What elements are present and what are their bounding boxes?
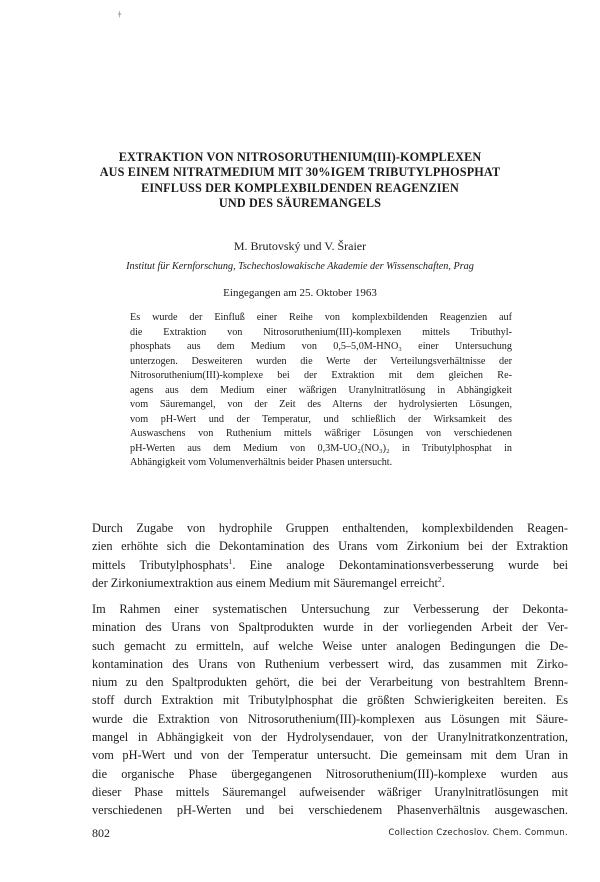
abstract-line: Es wurde der Einfluß einer Reihe von komplexbildenden Reagenzien auf (130, 312, 512, 323)
journal-name: Collection Czechoslov. Chem. Commun. (388, 828, 568, 838)
paragraph-line: Im Rahmen einer systematischen Untersuchung zur Verbesserung der Dekonta- (92, 602, 568, 616)
paragraph-1 (92, 519, 568, 592)
abstract-line: pH-Werten aus dem Medium von 0,3M-UO₂(NO₃)₂ in Tributylphosphat in (130, 442, 512, 454)
title-line: AUS EINEM NITRATMEDIUM MIT 30%IGEM TRIBUTYLPHOSPHAT (99, 165, 501, 180)
paragraph-line: mangel in Abhängigkeit von der Hydrolysendauer, von der Uranylnitratkonzentration, (92, 730, 568, 745)
paragraph-line: mination des Urans von Spaltprodukten wurde in der vorliegenden Arbeit der Ver- (92, 620, 568, 635)
page-number: 802 (92, 826, 110, 840)
paragraph-line (92, 574, 568, 592)
paragraph-line: die organische Phase übergegangenen Nitrosoruthenium(III)-komplexe wurden aus (92, 766, 568, 781)
abstract-line: Auswaschens von Ruthenium mittels wäßriger Lösungen von verschiedenen (130, 428, 512, 439)
paragraph-line: kontamination des Urans von Ruthenium verbessert wird, das zusammen mit Zirko- (92, 656, 568, 671)
line-text: . Eine analoge Dekontaminationsverbesserung wurde bei (232, 557, 568, 572)
line-text: . (441, 575, 445, 590)
affiliation: Institut für Kernforschung, Tschechoslowakische Akademie der Wissenschaften, Prag (126, 261, 474, 272)
paragraph-line: nium zu den Spaltprodukten gehört, die bei der Verarbeitung von bestrahltem Brenn- (92, 675, 568, 690)
abstract (130, 311, 512, 471)
abstract-line: Nitrosoruthenium(III)-komplexe bei der Extraktion mit dem gleichen Re- (130, 370, 512, 381)
paragraph-line: Durch Zugabe von hydrophile Gruppen enthaltenden, komplexbildenden Reagen- (92, 521, 568, 535)
footnote-ref-1[interactable]: 1 (228, 556, 233, 566)
corner-mark: ǂ (118, 10, 122, 18)
title-line: UND DES SÄUREMANGELS (218, 196, 382, 211)
title-line: EINFLUSS DER KOMPLEXBILDENDEN REAGENZIEN (141, 180, 459, 195)
abstract-line: phosphats aus dem Medium von 0,5–5,0M-HNO₃ einer Untersuchung (130, 341, 512, 352)
paragraph-line: dieser Phase mittels Säuremangel aufweisender wäßriger Uranylnitratlösungen mit (92, 784, 568, 799)
abstract-line: vom Säuremangel, von der Zeit des Alterns der hydrolysierten Lösungen, (130, 399, 512, 410)
paragraph-line: verschiedenen pH-Werten und bei verschiedenem Phasenverhältnis ausgewaschen. (92, 803, 568, 818)
article-title (60, 150, 540, 212)
authors: M. Brutovský und V. Šraier (233, 239, 367, 253)
abstract-line: vom pH-Wert und der Temperatur, und schließlich der Wirksamkeit des (130, 413, 512, 425)
abstract-line: die Extraktion von Nitrosoruthenium(III)-komplexen mittels Tributhyl- (130, 326, 512, 338)
paragraph-line: vom pH-Wert und von der Temperatur untersucht. Die gemeinsam mit dem Uran in (92, 748, 568, 763)
line-text: mittels Tributylphosphats (92, 557, 229, 572)
paragraph-line: wurde die Extraktion von Nitrosoruthenium(III)-komplexen aus Lösungen mit Säure- (92, 711, 568, 726)
received-date: Eingegangen am 25. Oktober 1963 (223, 287, 377, 299)
paragraph-line: zien erhöhte sich die Dekontamination des Urans vom Zirkonium bei der Extraktion (92, 539, 568, 554)
abstract-line: Abhängigkeit vom Volumenverhältnis beider Phasen untersucht. (130, 457, 393, 468)
paragraph-line (92, 556, 568, 574)
footnote-ref-2[interactable]: 2 (437, 574, 442, 584)
abstract-line: agens aus dem Medium einer wäßrigen Uranylnitratlösung in Abhängigkeit (130, 384, 512, 396)
paragraph-2 (92, 600, 568, 820)
paragraph-line: such gemacht zu ermitteln, auf welche Weise unter analogen Bedingungen die De- (92, 638, 568, 653)
line-text: der Zirkoniumextraktion aus einem Medium mit Säuremangel erreicht (92, 575, 438, 590)
title-line: EXTRAKTION VON NITROSORUTHENIUM(III)-KOMPLEXEN (118, 150, 482, 164)
paragraph-line: stoff durch Extraktion mit Tributylphosphat die größten Schwierigkeiten bereiten. Es (92, 693, 568, 708)
abstract-line: unterzogen. Desweiteren wurden die Werte der Verteilungsverhältnisse der (130, 355, 512, 367)
